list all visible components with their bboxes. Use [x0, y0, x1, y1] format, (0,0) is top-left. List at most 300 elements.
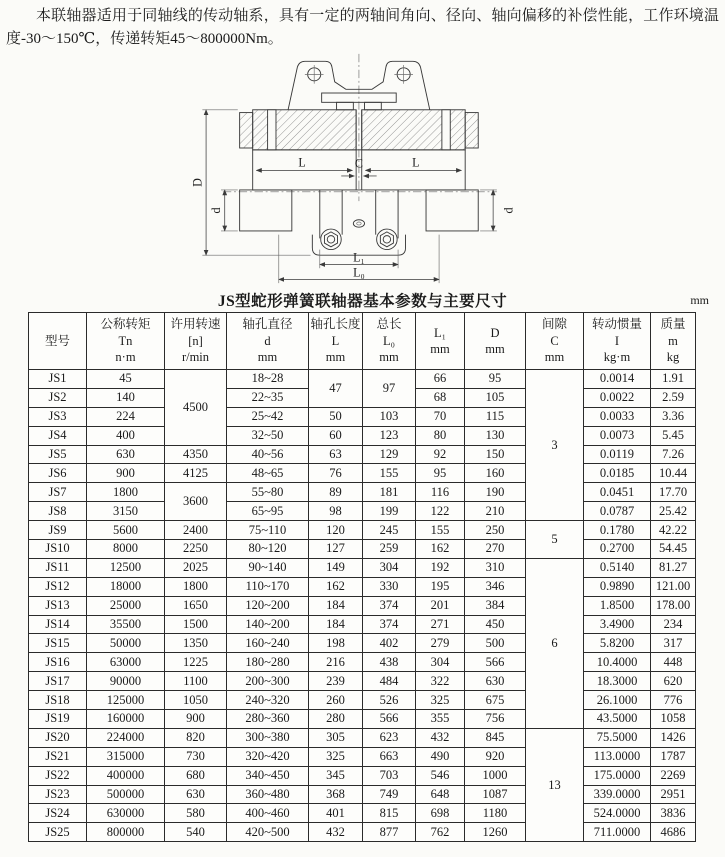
table-cell: 280~360 — [227, 710, 309, 729]
table-row — [29, 615, 696, 634]
table-cell: 129 — [363, 445, 416, 464]
table-cell: 1800 — [165, 577, 227, 596]
table-cell: 120 — [309, 521, 363, 540]
table-cell: 10.44 — [651, 464, 696, 483]
table-cell: 325 — [416, 691, 465, 710]
table-cell: 149 — [309, 558, 363, 577]
table-cell: 330 — [363, 577, 416, 596]
table-cell: 438 — [363, 653, 416, 672]
table-row — [29, 577, 696, 596]
column-header-model — [29, 313, 87, 370]
table-cell: 320~420 — [227, 747, 309, 766]
lug-bolt-left — [305, 65, 324, 84]
table-cell: 305 — [309, 728, 363, 747]
table-cell: 18.3000 — [584, 672, 651, 691]
table-cell: 224 — [87, 407, 165, 426]
table-cell: 620 — [651, 672, 696, 691]
table-cell: 420~500 — [227, 823, 309, 842]
table-cell: 103 — [363, 407, 416, 426]
model-cell: JS24 — [29, 804, 87, 823]
dim-label-L1: L₁ — [353, 250, 365, 265]
table-cell: 450 — [465, 615, 526, 634]
header-label: 公称转矩 — [100, 317, 151, 332]
table-cell: 540 — [165, 823, 227, 842]
table-cell: 80 — [416, 426, 465, 445]
header-label: 型号 — [44, 333, 70, 348]
table-cell: 0.0022 — [584, 388, 651, 407]
table-cell: 54.45 — [651, 540, 696, 559]
model-cell: JS25 — [29, 823, 87, 842]
table-cell: 95 — [465, 370, 526, 389]
table-cell: 1087 — [465, 785, 526, 804]
table-cell: 160 — [465, 464, 526, 483]
header-symbol: D — [490, 325, 500, 340]
table-cell: 80~120 — [227, 540, 309, 559]
table-cell: 368 — [309, 785, 363, 804]
table-cell: 70 — [416, 407, 465, 426]
table-cell: 130 — [465, 426, 526, 445]
table-cell: 90~140 — [227, 558, 309, 577]
table-cell: 322 — [416, 672, 465, 691]
header-symbol: L — [331, 333, 340, 348]
unit-note: mm — [690, 293, 709, 307]
table-cell: 500 — [465, 634, 526, 653]
table-cell: 162 — [416, 540, 465, 559]
table-cell: 68 — [416, 388, 465, 407]
table-cell: 0.0185 — [584, 464, 651, 483]
table-cell: 648 — [416, 785, 465, 804]
table-cell: 184 — [309, 615, 363, 634]
table-cell: 184 — [309, 596, 363, 615]
model-cell: JS21 — [29, 747, 87, 766]
table-cell: 120~200 — [227, 596, 309, 615]
model-cell: JS9 — [29, 521, 87, 540]
table-cell: 240~320 — [227, 691, 309, 710]
table-cell: 524.0000 — [584, 804, 651, 823]
model-cell: JS4 — [29, 426, 87, 445]
table-cell: 484 — [363, 672, 416, 691]
table-cell: 95 — [416, 464, 465, 483]
table-cell: 63 — [309, 445, 363, 464]
table-cell: 2.59 — [651, 388, 696, 407]
table-cell: 0.0073 — [584, 426, 651, 445]
table-cell: 630000 — [87, 804, 165, 823]
table-cell: 245 — [363, 521, 416, 540]
table-cell: 110~170 — [227, 577, 309, 596]
table-row — [29, 672, 696, 691]
table-cell: 401 — [309, 804, 363, 823]
table-cell: 1225 — [165, 653, 227, 672]
spec-table — [28, 312, 696, 842]
table-row — [29, 766, 696, 785]
table-cell: 98 — [309, 502, 363, 521]
table-cell: 0.1780 — [584, 521, 651, 540]
table-cell: 623 — [363, 728, 416, 747]
table-cell: 730 — [165, 747, 227, 766]
header-label: 总长 — [376, 317, 402, 332]
table-cell: 566 — [363, 710, 416, 729]
column-header-clearance — [526, 313, 584, 370]
column-header-speed — [165, 313, 227, 370]
model-cell: JS5 — [29, 445, 87, 464]
table-cell: 63000 — [87, 653, 165, 672]
model-cell: JS19 — [29, 710, 87, 729]
model-cell: JS18 — [29, 691, 87, 710]
table-cell: 224000 — [87, 728, 165, 747]
table-cell: 140~200 — [227, 615, 309, 634]
model-cell: JS15 — [29, 634, 87, 653]
table-cell: 60 — [309, 426, 363, 445]
table-cell: 178.00 — [651, 596, 696, 615]
table-cell: 0.0014 — [584, 370, 651, 389]
table-cell: 127 — [309, 540, 363, 559]
column-header-L1 — [416, 313, 465, 370]
dim-label-d-right: d — [501, 207, 516, 214]
table-cell: 0.0033 — [584, 407, 651, 426]
header-symbol: m — [668, 333, 678, 348]
table-cell: 92 — [416, 445, 465, 464]
header-unit: kg·m — [603, 350, 631, 365]
hex-bolt-left — [321, 229, 342, 250]
table-cell: 1650 — [165, 596, 227, 615]
table-row — [29, 445, 696, 464]
model-cell: JS23 — [29, 785, 87, 804]
header-symbol: d — [264, 333, 271, 348]
grease-fitting — [353, 220, 364, 227]
table-cell: 75~110 — [227, 521, 309, 540]
table-cell: 680 — [165, 766, 227, 785]
coupling-drawing — [185, 52, 531, 285]
table-cell: 762 — [416, 823, 465, 842]
table-cell: 3.4900 — [584, 615, 651, 634]
table-row — [29, 710, 696, 729]
table-cell: 42.22 — [651, 521, 696, 540]
table-cell: 0.2700 — [584, 540, 651, 559]
header-unit: mm — [544, 350, 565, 365]
table-cell: 123 — [363, 426, 416, 445]
dim-label-L0: L₀ — [353, 265, 365, 280]
header-unit: mm — [257, 350, 278, 365]
table-cell: 105 — [465, 388, 526, 407]
table-row — [29, 823, 696, 842]
table-cell: 900 — [87, 464, 165, 483]
table-cell: 566 — [465, 653, 526, 672]
table-cell: 4350 — [165, 445, 227, 464]
table-cell: 26.1000 — [584, 691, 651, 710]
table-cell: 317 — [651, 634, 696, 653]
table-cell: 580 — [165, 804, 227, 823]
table-row — [29, 653, 696, 672]
table-row — [29, 426, 696, 445]
model-cell: JS16 — [29, 653, 87, 672]
table-cell: 270 — [465, 540, 526, 559]
table-cell: 40~56 — [227, 445, 309, 464]
table-cell: 630 — [87, 445, 165, 464]
table-cell: 76 — [309, 464, 363, 483]
table-cell: 355 — [416, 710, 465, 729]
table-cell: 1426 — [651, 728, 696, 747]
table-title-row — [0, 289, 725, 309]
table-cell: 2400 — [165, 521, 227, 540]
table-cell: 192 — [416, 558, 465, 577]
column-header-mass — [651, 313, 696, 370]
table-cell: 630 — [165, 785, 227, 804]
table-cell: 181 — [363, 483, 416, 502]
table-cell: 113.0000 — [584, 747, 651, 766]
model-cell: JS12 — [29, 577, 87, 596]
table-cell: 116 — [416, 483, 465, 502]
table-cell: 776 — [651, 691, 696, 710]
table-cell: 160000 — [87, 710, 165, 729]
table-cell: 711.0000 — [584, 823, 651, 842]
table-cell: 3.36 — [651, 407, 696, 426]
table-cell: 360~480 — [227, 785, 309, 804]
model-cell: JS1 — [29, 370, 87, 389]
table-cell: 340~450 — [227, 766, 309, 785]
table-cell: 5600 — [87, 521, 165, 540]
table-cell: 239 — [309, 672, 363, 691]
table-cell: 18000 — [87, 577, 165, 596]
table-row — [29, 804, 696, 823]
table-cell: 25000 — [87, 596, 165, 615]
table-cell: 199 — [363, 502, 416, 521]
table-cell: 195 — [416, 577, 465, 596]
table-cell: 900 — [165, 710, 227, 729]
table-row — [29, 464, 696, 483]
hex-bolt-right — [377, 229, 398, 250]
table-cell: 1180 — [465, 804, 526, 823]
table-cell: 1500 — [165, 615, 227, 634]
table-cell: 45 — [87, 370, 165, 389]
table-cell: 271 — [416, 615, 465, 634]
table-cell: 155 — [363, 464, 416, 483]
table-cell: 150 — [465, 445, 526, 464]
table-cell: 66 — [416, 370, 465, 389]
table-cell: 310 — [465, 558, 526, 577]
header-unit: mm — [325, 350, 346, 365]
header-symbol: Tn — [118, 333, 133, 348]
table-cell: 5.45 — [651, 426, 696, 445]
table-cell: 300~380 — [227, 728, 309, 747]
header-label: 转动惯量 — [591, 317, 642, 332]
table-cell: 315000 — [87, 747, 165, 766]
column-header-bore-length — [309, 313, 363, 370]
header-label: 轴孔直径 — [242, 317, 293, 332]
table-row — [29, 407, 696, 426]
table-cell: 43.5000 — [584, 710, 651, 729]
table-cell: 2951 — [651, 785, 696, 804]
table-cell: 1.91 — [651, 370, 696, 389]
model-cell: JS20 — [29, 728, 87, 747]
table-cell: 47 — [309, 370, 363, 408]
table-cell: 18~28 — [227, 370, 309, 389]
table-cell: 210 — [465, 502, 526, 521]
table-cell: 6 — [526, 558, 584, 728]
table-cell: 345 — [309, 766, 363, 785]
table-cell: 432 — [416, 728, 465, 747]
table-row — [29, 596, 696, 615]
table-cell: 198 — [309, 634, 363, 653]
table-cell: 201 — [416, 596, 465, 615]
table-cell: 155 — [416, 521, 465, 540]
table-row — [29, 691, 696, 710]
table-cell: 1350 — [165, 634, 227, 653]
table-cell: 0.9890 — [584, 577, 651, 596]
table-row — [29, 785, 696, 804]
table-cell: 4500 — [165, 370, 227, 446]
table-cell: 48~65 — [227, 464, 309, 483]
table-cell: 1058 — [651, 710, 696, 729]
lug-bolt-right — [394, 65, 413, 84]
table-cell: 384 — [465, 596, 526, 615]
table-cell: 845 — [465, 728, 526, 747]
table-row — [29, 502, 696, 521]
table-cell: 81.27 — [651, 558, 696, 577]
dim-label-L-right: L — [412, 155, 420, 170]
header-row — [29, 313, 696, 370]
table-cell: 279 — [416, 634, 465, 653]
table-cell: 877 — [363, 823, 416, 842]
table-cell: 546 — [416, 766, 465, 785]
intro-paragraph: 本联轴器适用于同轴线的传动轴系，具有一定的两轴间角向、径向、轴向偏移的补偿性能，工作环境温度-30～150℃，传递转矩45～800000Nm。 — [6, 8, 719, 47]
table-row — [29, 747, 696, 766]
table-row — [29, 370, 696, 389]
table-cell: 250 — [465, 521, 526, 540]
model-cell: JS22 — [29, 766, 87, 785]
table-cell: 1.8500 — [584, 596, 651, 615]
model-cell: JS3 — [29, 407, 87, 426]
table-cell: 663 — [363, 747, 416, 766]
model-cell: JS2 — [29, 388, 87, 407]
table-row — [29, 728, 696, 747]
model-cell: JS14 — [29, 615, 87, 634]
table-cell: 675 — [465, 691, 526, 710]
table-cell: 216 — [309, 653, 363, 672]
column-header-bore-diameter — [227, 313, 309, 370]
header-label: 质量 — [660, 317, 686, 332]
table-cell: 125000 — [87, 691, 165, 710]
table-cell: 374 — [363, 596, 416, 615]
table-cell: 200~300 — [227, 672, 309, 691]
table-cell: 4125 — [165, 464, 227, 483]
coupling-diagram — [0, 50, 725, 287]
column-header-inertia — [584, 313, 651, 370]
table-cell: 259 — [363, 540, 416, 559]
table-cell: 25~42 — [227, 407, 309, 426]
model-cell: JS6 — [29, 464, 87, 483]
model-cell: JS17 — [29, 672, 87, 691]
table-cell: 374 — [363, 615, 416, 634]
header-unit: mm — [379, 350, 399, 365]
header-unit: n·m — [115, 350, 136, 365]
table-cell: 325 — [309, 747, 363, 766]
table-cell: 97 — [363, 370, 416, 408]
header-unit: r/min — [181, 350, 210, 365]
table-cell: 121.00 — [651, 577, 696, 596]
dim-label-L-left: L — [298, 155, 306, 170]
table-cell: 346 — [465, 577, 526, 596]
header-unit: mm — [430, 342, 450, 356]
model-cell: JS8 — [29, 502, 87, 521]
table-cell: 703 — [363, 766, 416, 785]
dim-label-d-left: d — [209, 207, 224, 214]
table-cell: 32~50 — [227, 426, 309, 445]
table-row — [29, 521, 696, 540]
table-cell: 160~240 — [227, 634, 309, 653]
model-cell: JS13 — [29, 596, 87, 615]
header-unit: kg — [666, 350, 680, 365]
table-cell: 490 — [416, 747, 465, 766]
header-symbol: C — [550, 333, 559, 348]
table-cell: 162 — [309, 577, 363, 596]
table-cell: 304 — [416, 653, 465, 672]
column-header-total-length — [363, 313, 416, 370]
column-header-D — [465, 313, 526, 370]
table-cell: 65~95 — [227, 502, 309, 521]
table-cell: 0.0787 — [584, 502, 651, 521]
header-symbol: [n] — [188, 333, 203, 348]
table-cell: 1100 — [165, 672, 227, 691]
header-label: 许用转速 — [170, 317, 221, 332]
table-cell: 432 — [309, 823, 363, 842]
table-cell: 234 — [651, 615, 696, 634]
table-cell: 1800 — [87, 483, 165, 502]
table-cell: 280 — [309, 710, 363, 729]
table-cell: 175.0000 — [584, 766, 651, 785]
table-cell: 756 — [465, 710, 526, 729]
model-cell: JS7 — [29, 483, 87, 502]
table-cell: 140 — [87, 388, 165, 407]
table-cell: 1260 — [465, 823, 526, 842]
table-cell: 122 — [416, 502, 465, 521]
table-cell: 260 — [309, 691, 363, 710]
table-cell: 0.0119 — [584, 445, 651, 464]
table-cell: 12500 — [87, 558, 165, 577]
header-label: 轴孔长度 — [310, 317, 361, 332]
table-cell: 55~80 — [227, 483, 309, 502]
table-cell: 190 — [465, 483, 526, 502]
table-row — [29, 483, 696, 502]
table-cell: 0.5140 — [584, 558, 651, 577]
table-cell: 89 — [309, 483, 363, 502]
table-cell: 25.42 — [651, 502, 696, 521]
table-cell: 90000 — [87, 672, 165, 691]
model-cell: JS11 — [29, 558, 87, 577]
table-cell: 800000 — [87, 823, 165, 842]
table-row — [29, 634, 696, 653]
table-cell: 0.0451 — [584, 483, 651, 502]
table-cell: 5 — [526, 521, 584, 559]
table-cell: 400 — [87, 426, 165, 445]
table-cell: 4686 — [651, 823, 696, 842]
table-cell: 50000 — [87, 634, 165, 653]
table-cell: 2250 — [165, 540, 227, 559]
table-cell: 402 — [363, 634, 416, 653]
table-cell: 820 — [165, 728, 227, 747]
table-cell: 448 — [651, 653, 696, 672]
header-symbol: I — [614, 333, 620, 348]
table-title: JS型蛇形弹簧联轴器基本参数与主要尺寸 — [217, 293, 508, 310]
table-cell: 115 — [465, 407, 526, 426]
table-cell: 2269 — [651, 766, 696, 785]
table-cell: 1050 — [165, 691, 227, 710]
table-cell: 3600 — [165, 483, 227, 521]
table-cell: 815 — [363, 804, 416, 823]
header-symbol: L₀ — [383, 333, 395, 348]
header-symbol: L₁ — [434, 325, 446, 340]
table-cell: 13 — [526, 728, 584, 841]
table-cell: 400000 — [87, 766, 165, 785]
